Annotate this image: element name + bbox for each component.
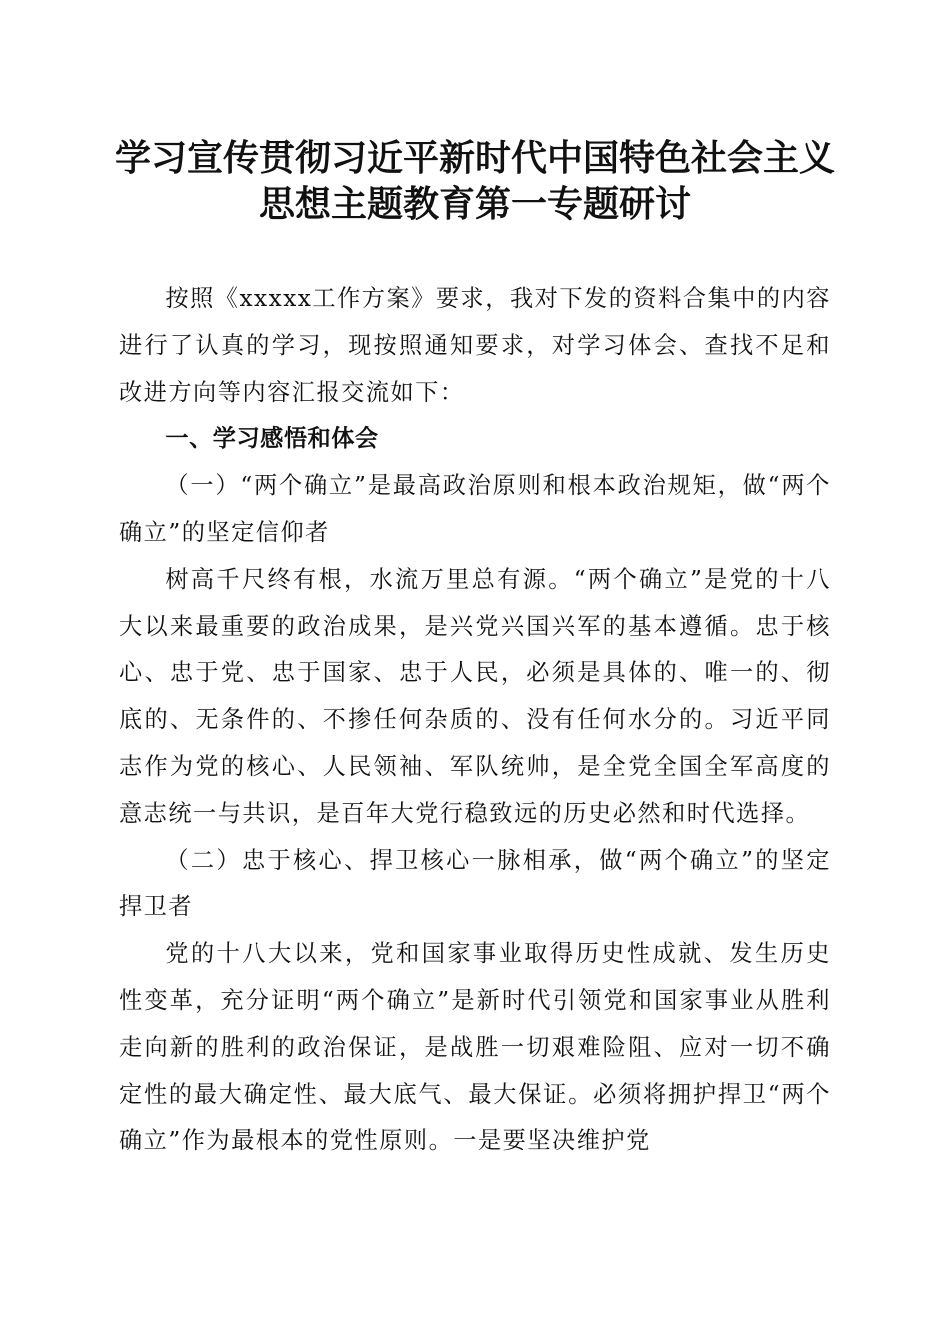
intro-paragraph: 按照《xxxxx工作方案》要求，我对下发的资料合集中的内容进行了认真的学习，现按照通知要求，对学习体会、查找不足和改进方向等内容汇报交流如下： — [119, 285, 831, 406]
subsection-1-paragraph: 树高千尺终有根，水流万里总有源。“两个确立”是党的十八大以来最重要的政治成果，是兴党兴国兴军的基本遵循。忠于核心、忠于党、忠于国家、忠于人民，必须是具体的、唯一的、彻底的、无条件的、不掺任何杂质的、没有任何水分的。习近平同志作为党的核心、人民领袖、军队统帅，是全党全国全军高度的意志统一与共识，是百年大党行稳致远的历史必然和时代选择。 — [119, 565, 831, 827]
subsection-2-heading: （二）忠于核心、捍卫核心一脉相承，做“两个确立”的坚定捍卫者 — [119, 846, 831, 921]
subsection-2-paragraph: 党的十八大以来，党和国家事业取得历史性成就、发生历史性变革，充分证明“两个确立”是新时代引领党和国家事业从胜利走向新的胜利的政治保证，是战胜一切艰难险阻、应对一切不确定性的最大确定性、最大底气、最大保证。必须将拥护捍卫“两个确立”作为最根本的党性原则。一是要坚决维护党 — [119, 940, 831, 1155]
subsection-1-heading: （一）“两个确立”是最高政治原则和根本政治规矩，做“两个确立”的坚定信仰者 — [119, 472, 831, 546]
section-1-heading: 一、学习感悟和体会 — [165, 425, 379, 453]
document-title-line-1: 学习宣传贯彻习近平新时代中国特色社会主义 — [114, 138, 835, 179]
document-body — [119, 276, 831, 1165]
document-title-line-2: 思想主题教育第一专题研讨 — [258, 184, 691, 225]
